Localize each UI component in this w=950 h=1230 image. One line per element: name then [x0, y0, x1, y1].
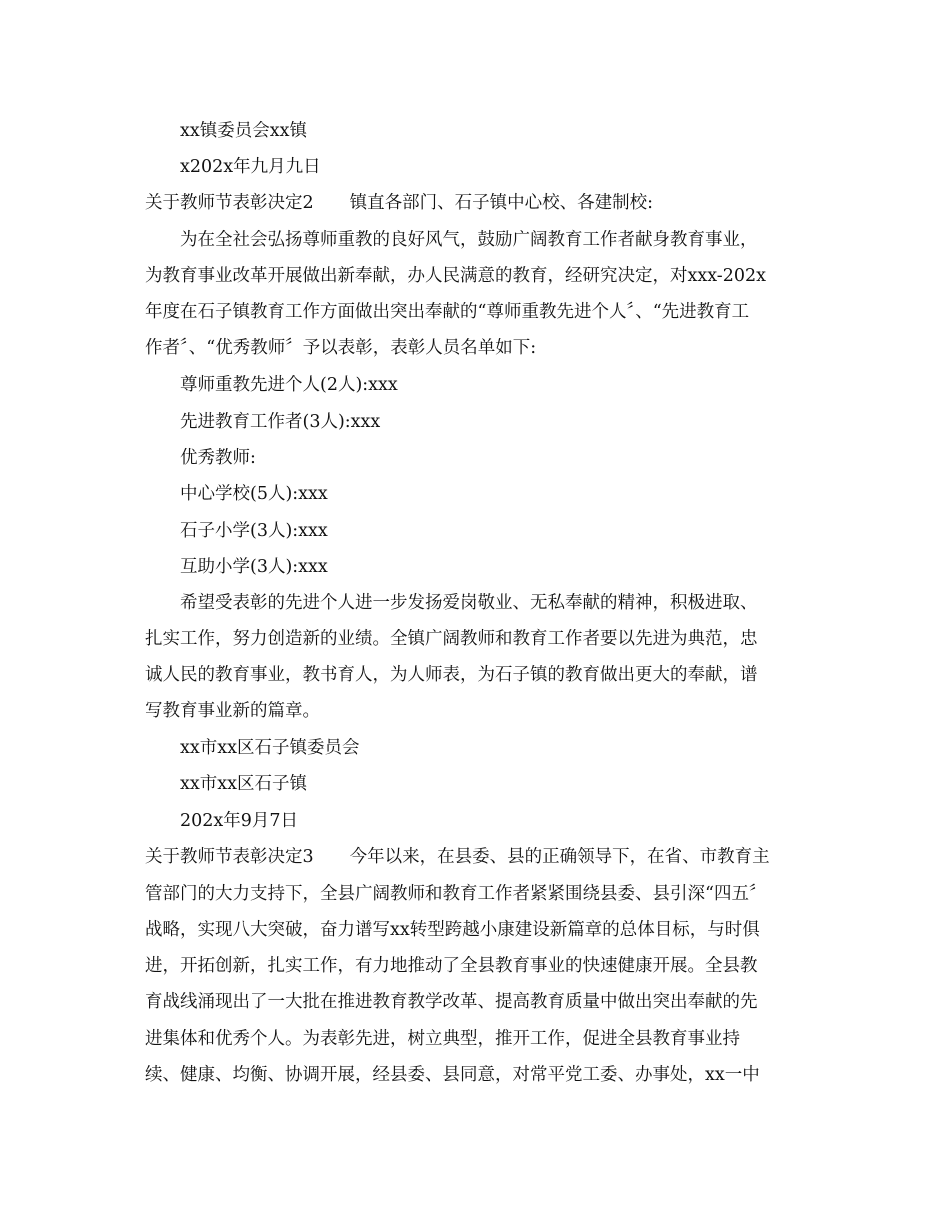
- decision-3-line: 管部门的大力支持下，全县广阔教师和教育工作者紧紧围绕县委、县引深“四五〞: [145, 884, 767, 904]
- decision-2-heading-line: [145, 185, 653, 221]
- decision-2-closing-line: 诚人民的教育事业，教书育人，为人师表，为石子镇的教育做出更大的奉献，谱: [145, 665, 758, 685]
- signature-org-2: xx市xx区石子镇委员会: [180, 738, 360, 758]
- decision-2-intro-line: 作者〞、“优秀教师〞予以表彰，表彰人员名单如下:: [145, 338, 537, 358]
- signature-org-3: xx市xx区石子镇: [180, 774, 307, 794]
- signature-date-2: 202x年9月7日: [180, 811, 299, 831]
- decision-3-heading: 关于教师节表彰决定3: [145, 847, 314, 867]
- award-item: 中心学校(5人):xxx: [180, 484, 328, 504]
- award-item: 优秀教师:: [180, 448, 256, 468]
- decision-3-first-line-text: 今年以来，在县委、县的正确领导下，在省、市教育主: [349, 847, 770, 867]
- award-item: 先进教育工作者(3人):xxx: [180, 412, 381, 432]
- decision-3-line: 进集体和优秀个人。为表彰先进，树立典型，推开工作，促进全县教育事业持: [145, 1029, 740, 1049]
- decision-3-line: 进，开拓创新，扎实工作，有力地推动了全县教育事业的快速健康开展。全县教: [145, 956, 758, 976]
- decision-3-heading-line: [145, 839, 770, 875]
- decision-2-closing-line: 希望受表彰的先进个人进一步发扬爱岗敬业、无私奉献的精神，积极进取、: [180, 593, 758, 613]
- decision-3-line: 续、健康、均衡、协调开展，经县委、县同意，对常平党工委、办事处，xx一中: [145, 1065, 760, 1085]
- award-item: 石子小学(3人):xxx: [180, 521, 328, 541]
- award-item: 尊师重教先进个人(2人):xxx: [180, 375, 398, 395]
- decision-2-closing-line: 扎实工作，努力创造新的业绩。全镇广阔教师和教育工作者要以先进为典范，忠: [145, 629, 758, 649]
- decision-2-intro-line: 为教育事业改革开展做出新奉献，办人民满意的教育，经研究决定，对xxx-202x: [145, 266, 766, 286]
- decision-3-line: 战略，实现八大突破，奋力谱写xx转型跨越小康建设新篇章的总体目标，与时俱: [145, 920, 760, 940]
- decision-2-closing-line: 写教育事业新的篇章。: [145, 701, 320, 721]
- decision-2-intro-line: 为在全社会弘扬尊师重教的良好风气，鼓励广阔教育工作者献身教育事业，: [180, 230, 758, 250]
- decision-3-line: 育战线涌现出了一大批在推进教育教学改革、提高教育质量中做出突出奉献的先: [145, 992, 758, 1012]
- award-item: 互助小学(3人):xxx: [180, 557, 328, 577]
- decision-2-addressees: 镇直各部门、石子镇中心校、各建制校:: [349, 193, 654, 213]
- signature-date-1: x202x年九月九日: [180, 157, 321, 177]
- signature-org-1: xx镇委员会xx镇: [180, 121, 307, 141]
- decision-2-intro-line: 年度在石子镇教育工作方面做出突出奉献的“尊师重教先进个人〞、“先进教育工: [145, 302, 750, 322]
- decision-2-heading: 关于教师节表彰决定2: [145, 193, 314, 213]
